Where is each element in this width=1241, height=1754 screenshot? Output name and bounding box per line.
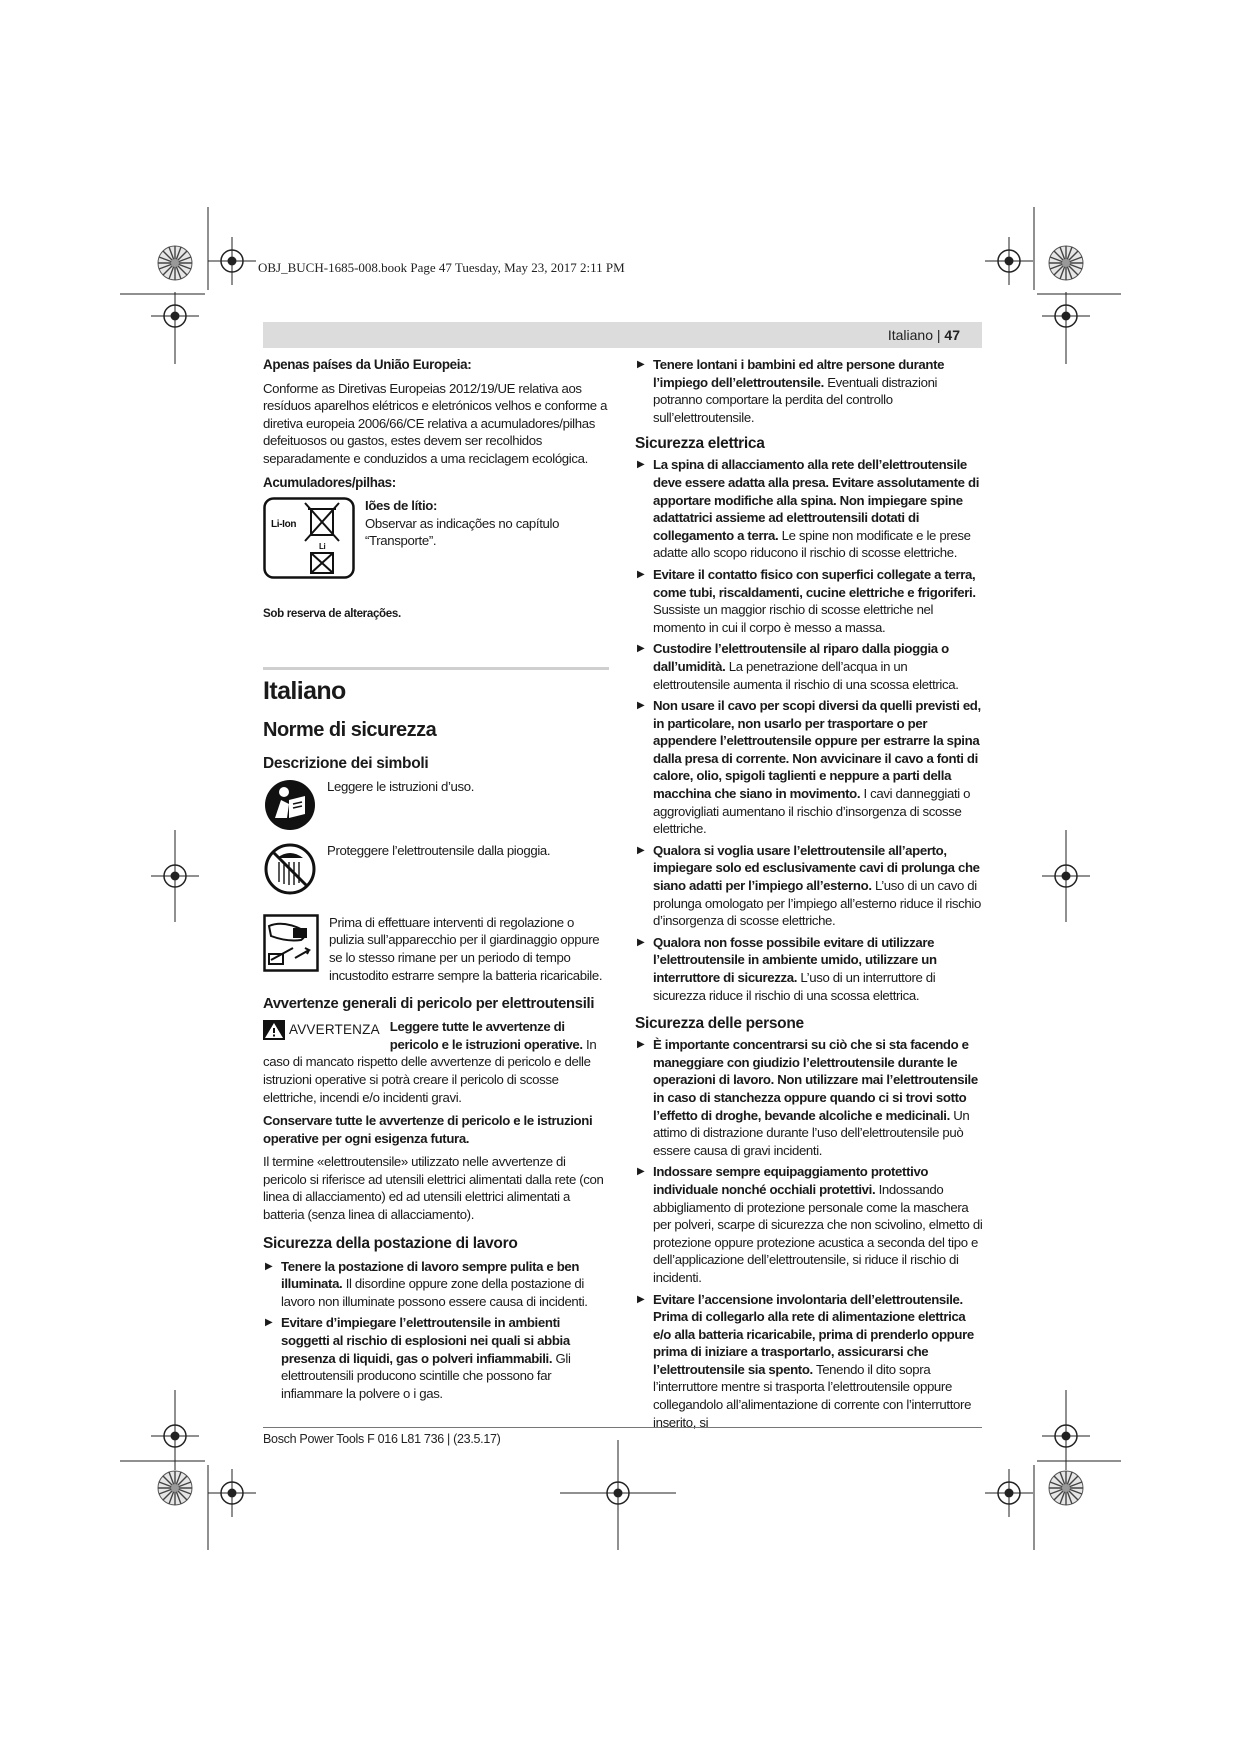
- no-rain-icon: [263, 842, 317, 896]
- bullet-icon: ▶: [265, 1260, 273, 1272]
- warning-badge: [263, 1020, 380, 1040]
- warning-triangle-icon: [263, 1020, 285, 1040]
- header-section: [888, 327, 960, 343]
- electrical-item: [635, 456, 985, 562]
- header-language: Italiano |: [887, 327, 941, 343]
- accumulators-title: Acumuladores/pilhas:: [263, 474, 396, 490]
- term-definition: Il termine «elettroutensile» utilizzato nelle avvertenze di pericolo si riferisce ad utensili elettrici alimentati dalla rete (con linea di allacciamento) ed ad utensili elettrici alimentati a batteria (senza linea di allacciamento).: [263, 1154, 604, 1223]
- persons-item: [635, 1163, 985, 1286]
- safety-title: Norme di sicurezza: [263, 718, 437, 741]
- bullet-icon: ▶: [637, 568, 645, 580]
- bullet-bold: Qualora si voglia usare l’elettroutensile all’aperto, impiegare solo ed esclusivamente cavi di prolunga che siano adatti per l’impiego all’esterno.: [653, 842, 980, 894]
- page-number: 47: [944, 327, 960, 343]
- italiano-section: [263, 667, 609, 706]
- liion-title: Iões de lítio:: [365, 498, 438, 514]
- bullet-icon: ▶: [265, 1317, 273, 1329]
- li-label: Li: [319, 542, 326, 552]
- persons-title: Sicurezza delle persone: [635, 1015, 804, 1033]
- bullet-bold: Evitare l’accensione involontaria dell’elettroutensile. Prima di collegarlo alla rete di alimentazione elettrica e/o alla batteria ricaricabile, prima di prenderlo oppure prima di iniziare a trasportarlo, assicurarsi che l’elettroutensile sia spento.: [653, 1291, 974, 1377]
- bullet-text: L’uso di un interruttore di sicurezza riduce il rischio di una scossa elettrica.: [653, 970, 936, 1003]
- bullet-bold: Custodire l’elettroutensile al riparo dalla pioggia o dall’umidità.: [653, 641, 949, 674]
- safety-item: [635, 356, 985, 426]
- bullet-text: Sussiste un maggior rischio di scosse elettriche nel momento in cui il corpo è messo a massa.: [653, 602, 934, 635]
- workplace-item: [263, 1314, 609, 1402]
- bullet-text: Tenendo il dito sopra l’interruttore mentre si trasporta l’elettroutensile oppure collegandolo all’alimentazione di corrente con l’interruttore inserito, si: [653, 1361, 972, 1430]
- bullet-icon: ▶: [637, 936, 645, 948]
- bullet-icon: ▶: [637, 359, 645, 370]
- keep-instructions: Conservare tutte le avvertenze di pericolo e le istruzioni operative per ogni esigenza futura.: [263, 1113, 593, 1146]
- bullet-bold: È importante concentrarsi su ciò che si sta facendo e maneggiare con giudizio l’elettroutensile durante le operazioni di lavoro. Non utilizzare mai l’elettroutensile in caso di stanchezza oppure quando ci si trovi sotto l’effetto di droghe, bevande alcoliche e medicinali.: [653, 1037, 978, 1123]
- symbols-title: Descrizione dei simboli: [263, 754, 429, 772]
- persons-item: [635, 1291, 985, 1432]
- bullet-icon: ▶: [637, 1166, 645, 1178]
- bullet-icon: ▶: [637, 844, 645, 856]
- bullet-icon: ▶: [637, 459, 645, 471]
- page-header: [263, 322, 982, 348]
- bullet-bold: Qualora non fosse possibile evitare di utilizzare l’elettroutensile in ambiente umido, utilizzare un interruttore di sicurezza.: [653, 934, 937, 985]
- bullet-bold: Indossare sempre equipaggiamento protettivo individuale nonché occhiali protettivi.: [653, 1164, 929, 1197]
- bullet-text: Eventuali distrazioni potranno comportare la perdita del controllo sull’elettroutensile.: [653, 374, 938, 425]
- bullet-icon: ▶: [637, 1039, 645, 1051]
- bullet-icon: ▶: [637, 700, 645, 712]
- liion-text: Observar as indicações no capítulo “Transporte”.: [365, 515, 560, 549]
- bullet-text: I cavi danneggiati o aggrovigliati aumentano il rischio d’insorgenza di scosse elettriche.: [653, 786, 971, 837]
- remove-battery-icon: [263, 914, 319, 972]
- bullet-text: Le spine non modificate e le prese adatte allo scopo riducono il rischio di scosse elettriche.: [653, 527, 971, 561]
- bullet-text: Il disordine oppure zone della postazione di lavoro non illuminate possono essere causa di incidenti.: [281, 1276, 588, 1309]
- symbol-battery-remove-text: Prima di effettuare interventi di regolazione o pulizia sull’apparecchio per il giardinaggio oppure se lo stesso rimane per un periodo di tempo incustodito estrarre sempre la batteria ricaricabile.: [329, 914, 603, 983]
- bullet-icon: ▶: [637, 1293, 645, 1305]
- battery-disposal-icon: [263, 497, 355, 579]
- left-column: [263, 356, 609, 1406]
- bullet-text: L’uso di un cavo di prolunga omologato per l’impiego all’esterno riduce il rischio d’insorgenza di scosse elettriche.: [653, 878, 981, 929]
- read-manual-icon: [263, 778, 317, 832]
- print-job-info: OBJ_BUCH-1685-008.book Page 47 Tuesday, May 23, 2017 2:11 PM: [258, 260, 625, 275]
- general-warnings-title: Avvertenze generali di pericolo per elettroutensili: [263, 996, 595, 1013]
- bullet-text: Un attimo di distrazione durante l’uso dell’elettroutensile può essere causa di gravi incidenti.: [653, 1107, 970, 1158]
- liion-block: [263, 497, 609, 579]
- bullet-bold: Tenere lontani i bambini ed altre persone durante l’impiego dell’elettroutensile.: [653, 357, 945, 390]
- bullet-bold: La spina di allacciamento alla rete dell’elettroutensile deve essere adatta alla presa. Evitare assolutamente di apportare modifiche alla spina. Non impiegare spine adattatrici assieme ad elettroutensili dotati di collegamento a terra.: [653, 457, 980, 543]
- warning-word: AVVERTENZA: [289, 1022, 380, 1038]
- symbol-read-manual: [263, 778, 609, 838]
- symbol-read-manual-text: Leggere le istruzioni d’uso.: [327, 778, 475, 794]
- electrical-item: [635, 566, 985, 636]
- bullet-bold: Non usare il cavo per scopi diversi da quelli previsti ed, in particolare, non usarlo per trasportare o per appendere l’elettroutensile oppure per estrarre la spina dalla presa di corrente. Non avvicinare il cavo a fonti di calore, olio, spigoli taglienti e neppure a parti della macchina che siano in movimento.: [653, 698, 981, 802]
- bullet-text: La penetrazione dell’acqua in un elettroutensile aumenta il rischio di una scossa elettrica.: [653, 658, 959, 692]
- pt-eu-title: Apenas países da União Europeia:: [263, 357, 472, 372]
- warning-paragraph: [263, 1018, 609, 1106]
- language-title: Italiano: [263, 676, 346, 705]
- footer-rule: [263, 1427, 982, 1428]
- pt-eu-text: Conforme as Diretivas Europeias 2012/19/UE relativa aos resíduos aparelhos elétricos e eletrónicos velhos e conforme a diretiva europeia 2006/66/CE relativa a acumuladores/pilhas defeituosos ou gastos, estes devem ser recolhidos separadamente e conduzidos a uma reciclagem ecológica.: [263, 380, 608, 466]
- bullet-text: Gli elettroutensili producono scintille che possono far infiammare la polvere o i gas.: [281, 1350, 571, 1401]
- electrical-item: [635, 640, 985, 693]
- persons-item: [635, 1036, 985, 1159]
- bullet-icon: ▶: [637, 643, 645, 655]
- electrical-item: [635, 934, 985, 1004]
- electrical-item: [635, 697, 985, 838]
- right-column: [635, 356, 985, 1435]
- workplace-title: Sicurezza della postazione di lavoro: [263, 1234, 518, 1252]
- warning-text: In caso di mancato rispetto delle avvertenze di pericolo e delle istruzioni operative si potrà creare il pericolo di scosse elettriche, incendi e/o incidenti gravi.: [263, 1036, 597, 1105]
- bullet-bold: Evitare d’impiegare l’elettroutensile in ambienti soggetti al rischio di esplosioni nei quali si abbia presenza di liquidi, gas o polveri infiammabili.: [281, 1315, 570, 1366]
- bullet-text: Indossando abbigliamento di protezione personale come la maschera per polveri, scarpe di sicurezza che non scivolino, elmetto di protezione oppure protezione acustica a seconda del tipo e dell’applicazione dell’elettroutensile, si riduce il rischio di incidenti.: [653, 1181, 983, 1285]
- electrical-item: [635, 842, 985, 930]
- footer: Bosch Power Tools F 016 L81 736 | (23.5.17): [263, 1432, 501, 1446]
- workplace-item: [263, 1258, 609, 1311]
- bullet-bold: Tenere la postazione di lavoro sempre pulita e ben illuminata.: [281, 1258, 580, 1292]
- reserve-note: Sob reserva de alterações.: [263, 607, 401, 621]
- electrical-title: Sicurezza elettrica: [635, 435, 765, 453]
- liion-label: Li-Ion: [271, 519, 297, 531]
- symbol-rain: [263, 842, 609, 904]
- liion-text-block: [365, 497, 609, 550]
- warning-bold: Leggere tutte le avvertenze di pericolo e le istruzioni operative.: [389, 1019, 583, 1052]
- symbol-rain-text: Proteggere l’elettroutensile dalla pioggia.: [327, 842, 551, 858]
- symbol-battery-remove: [263, 914, 609, 984]
- bullet-bold: Evitare il contatto fisico con superfici collegate a terra, come tubi, riscaldamenti, cucine elettriche e frigoriferi.: [653, 566, 976, 600]
